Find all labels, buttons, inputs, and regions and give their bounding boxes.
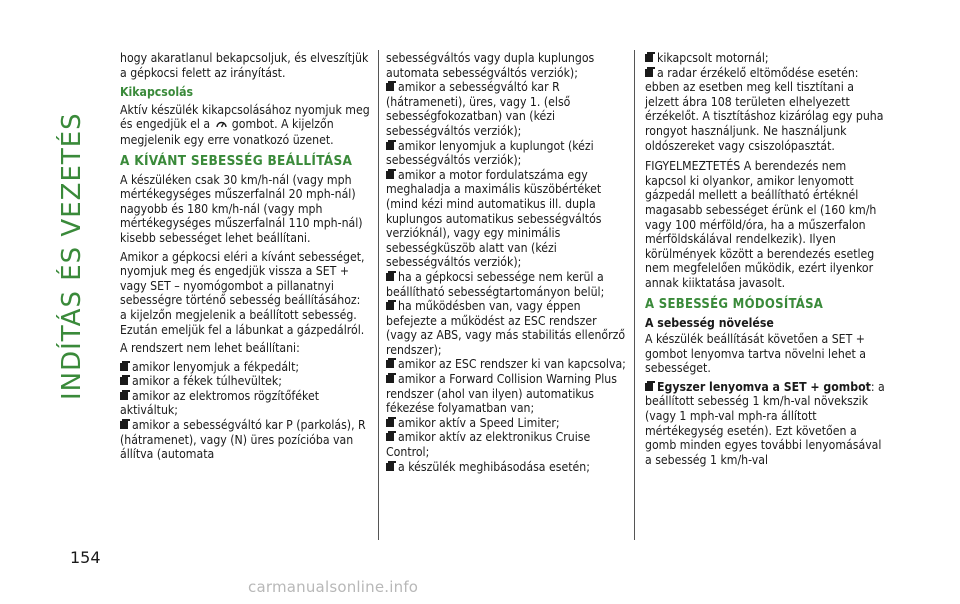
bullet-icon xyxy=(645,69,653,77)
subheading-kikapcsolas: Kikapcsolás xyxy=(120,85,194,100)
list-item: amikor aktív az elektronikus Cruise Control; xyxy=(386,430,591,460)
paragraph: A készüléken csak 30 km/h-nál (vagy mph mértékegységes műszerfalnál 20 mph-nál) nagyobb és 180 km/h-nál (vagy mph mértékegységes műszerfalnál 110 mph-nál) kisebb sebességet lehet beállítani. xyxy=(120,172,363,245)
paragraph: A rendszert nem lehet beállítani: xyxy=(120,341,300,356)
paragraph: sebességváltós vagy dupla kuplungos automata sebességváltós verziók); xyxy=(386,51,595,80)
page-number: 154 xyxy=(70,548,101,567)
bullet-icon xyxy=(386,360,394,368)
list-item xyxy=(645,380,890,468)
warning-paragraph: FIGYELMEZTETÉS A berendezés nem kapcsol ki olyankor, amikor lenyomott gázpedál mellett a beállítható értéknél magasabb sebességet érünk el (160 km/h vagy 100 mérföld/óra, ha a műszerfalon mérföldskálával rendelkezik). Ilyen körülmények között a berendezés esetleg nem megfelelően működik, ezért ilyenkor annak kiiktatása javasolt. xyxy=(645,159,877,290)
chapter-side-title: INDÍTÁS ÉS VEZETÉS xyxy=(57,112,87,400)
bullet-icon xyxy=(120,377,128,385)
bullet-icon xyxy=(120,363,128,371)
column-divider-2 xyxy=(634,50,635,540)
list-item: amikor lenyomjuk a fékpedált; xyxy=(120,360,370,375)
bullet-icon xyxy=(120,392,128,400)
watermark: carmanualsonline.info xyxy=(248,578,419,596)
list-item: amikor az elektromos rögzítőféket aktiváltuk; xyxy=(120,388,320,418)
list-item: amikor a fékek túlhevültek; xyxy=(120,374,370,389)
bullet-icon xyxy=(386,419,394,427)
paragraph: hogy akaratlanul bekapcsoljuk, és elveszítjük a gépkocsi felett az irányítást. xyxy=(120,51,369,80)
paragraph-text: Aktív készülék kikapcsolásához nyomjuk meg és engedjük el a xyxy=(120,102,370,132)
column-3 xyxy=(645,51,890,467)
list-item: ha a gépkocsi sebessége nem kerül a beállítható sebességtartományon belül; xyxy=(386,269,605,299)
bullet-icon xyxy=(120,421,128,429)
list-item: amikor aktív a Speed Limiter; xyxy=(386,416,628,431)
subheading-sebesseg-novelese: A sebesség növelése xyxy=(645,315,774,330)
bullet-icon xyxy=(645,383,653,391)
paragraph-text: gombot. A kijelzőn megjelenik egy erre vonatkozó üzenet. xyxy=(120,117,334,147)
column-divider-1 xyxy=(378,50,379,540)
section-heading: A KÍVÁNT SEBESSÉG BEÁLLÍTÁSA xyxy=(120,152,353,169)
list-item: amikor a sebességváltó kar R (hátrameneti), üres, vagy 1. (első sebességfokozatban) van (kézi sebességváltós verziók); xyxy=(386,80,571,138)
bullet-icon xyxy=(386,302,394,310)
list-item: a készülék meghibásodása esetén; xyxy=(386,460,628,475)
list-item: ha működésben van, vagy éppen befejezte a működést az ESC rendszer (vagy az ABS, vagy más stabilitás ellenőrző rendszer); xyxy=(386,299,626,357)
list-item-label: Egyszer lenyomva a SET + gombot xyxy=(657,379,871,394)
paragraph: A készülék beállítását követően a SET + gombot lenyomva tartva növelni lehet a sebességet. xyxy=(645,332,867,376)
list-item: amikor a Forward Collision Warning Plus rendszer (ahol van ilyen) automatikus fékezése folyamatban van; xyxy=(386,372,617,416)
paragraph: Amikor a gépkocsi eléri a kívánt sebességet, nyomjuk meg és engedjük vissza a SET + vagy SET – nyomógombot a pillanatnyi sebességre történő sebesség beállításához: a kijelzőn megjelenik a beállított sebesség. Ezután emeljük fel a lábunkat a gázpedálról. xyxy=(120,249,365,337)
list-item-text: : a beállított sebesség 1 km/h-val növekszik (vagy 1 mph-val mph-ra állított mértékegység esetén). Ezt követően a gomb minden egyes további lenyomásával a sebesség 1 km/h-val xyxy=(645,379,885,467)
bullet-icon xyxy=(386,273,394,281)
column-2 xyxy=(386,51,628,474)
list-item: amikor lenyomjuk a kuplungot (kézi sebességváltós verziók); xyxy=(386,138,594,168)
list-item: amikor a motor fordulatszáma egy meghaladja a maximális küszöbértéket (mind kézi mind automatikus ill. dupla kuplungos automatikus sebességváltós verzióknál), vagy egy minimális sebességküszöb alatt van (kézi sebességváltós verziók); xyxy=(386,167,602,270)
column-1 xyxy=(120,51,370,462)
list-item: amikor az ESC rendszer ki van kapcsolva; xyxy=(386,357,628,372)
bullet-icon xyxy=(386,433,394,441)
bullet-icon xyxy=(386,463,394,471)
paragraph xyxy=(120,103,370,148)
bullet-icon xyxy=(645,54,653,62)
list-item: amikor a sebességváltó kar P (parkolás), R (hátramenet), vagy (N) üres pozícióba van állítva (automata xyxy=(120,418,366,462)
bullet-icon xyxy=(386,83,394,91)
bullet-icon xyxy=(386,375,394,383)
section-heading: A SEBESSÉG MÓDOSÍTÁSA xyxy=(645,296,824,312)
bullet-icon xyxy=(386,171,394,179)
list-item: a radar érzékelő eltömődése esetén: ebben az esetben meg kell tisztítani a jelzett ábra 108 területen elhelyezett érzékelőt. A tisztításhoz kizárólag egy puha rongyot használjunk. Ne használjunk oldószereket vagy csiszolópasztát. xyxy=(645,65,884,153)
speedometer-icon xyxy=(216,118,230,131)
list-item: kikapcsolt motornál; xyxy=(645,51,890,66)
bullet-icon xyxy=(386,142,394,150)
